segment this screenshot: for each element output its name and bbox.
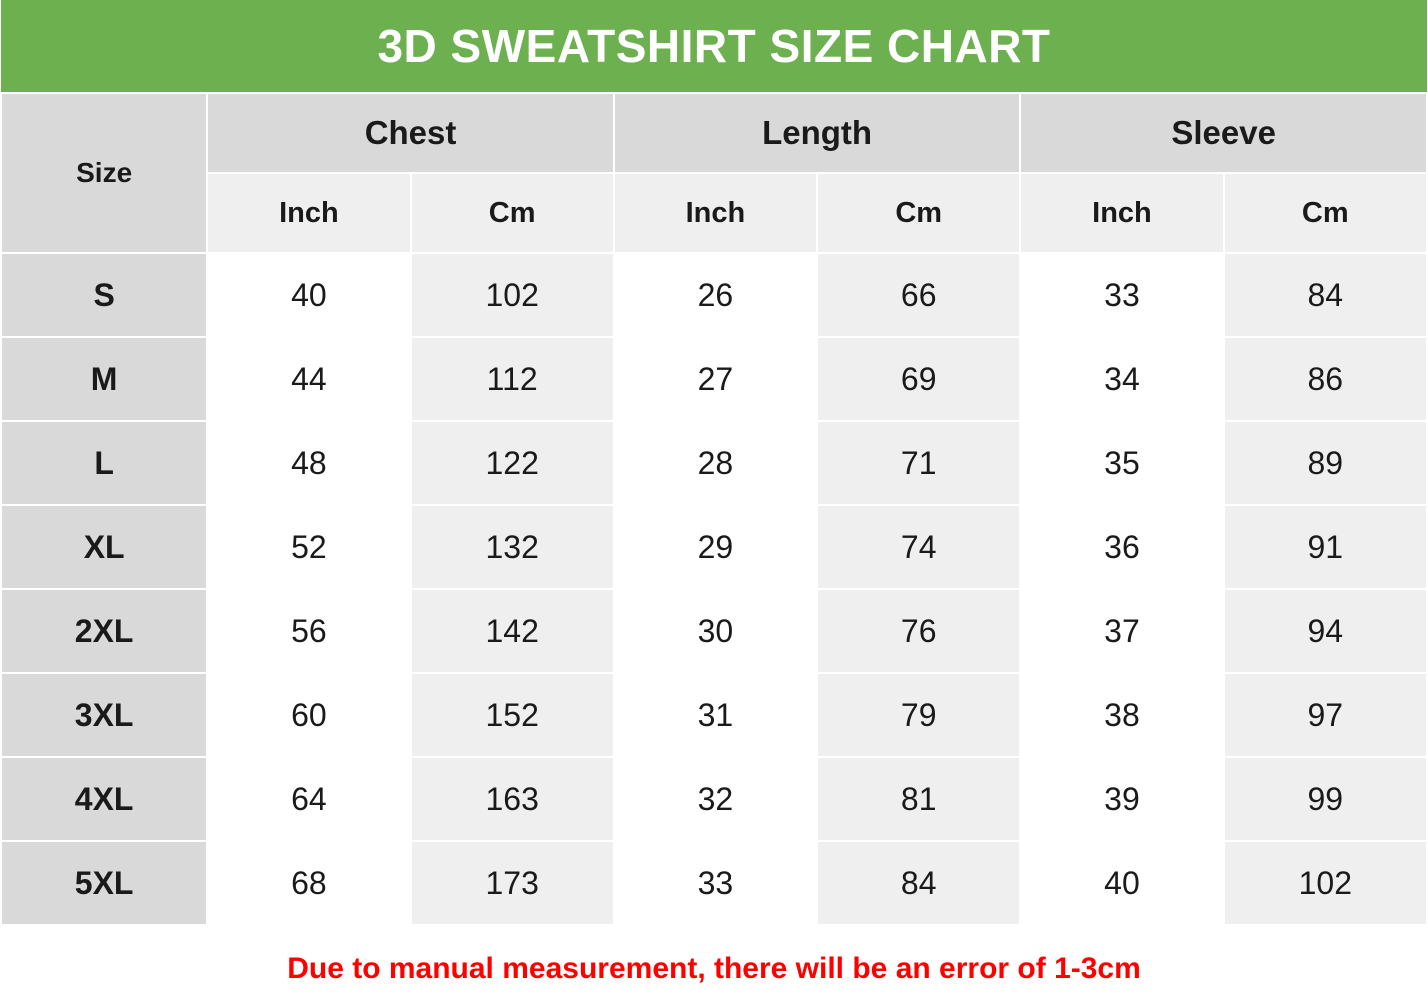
cell-s-chest-inch: 40 — [207, 253, 410, 337]
column-header-sleeve-inch: Inch — [1020, 173, 1223, 253]
cell-5xl-length-cm: 84 — [817, 841, 1020, 925]
cell-m-chest-inch: 44 — [207, 337, 410, 421]
measurement-note: Due to manual measurement, there will be an error of 1-3cm — [1, 925, 1427, 1000]
cell-4xl-chest-cm: 163 — [411, 757, 614, 841]
cell-s-length-cm: 66 — [817, 253, 1020, 337]
cell-3xl-length-cm: 79 — [817, 673, 1020, 757]
column-header-chest-inch: Inch — [207, 173, 410, 253]
table-note-row — [1, 925, 1427, 1000]
column-header-length-cm: Cm — [817, 173, 1020, 253]
cell-3xl-sleeve-cm: 97 — [1224, 673, 1427, 757]
cell-3xl-chest-cm: 152 — [411, 673, 614, 757]
cell-5xl-length-inch: 33 — [614, 841, 817, 925]
cell-m-sleeve-cm: 86 — [1224, 337, 1427, 421]
cell-4xl-length-cm: 81 — [817, 757, 1020, 841]
cell-4xl-sleeve-inch: 39 — [1020, 757, 1223, 841]
cell-4xl-chest-inch: 64 — [207, 757, 410, 841]
table-row — [1, 673, 1427, 757]
cell-4xl-length-inch: 32 — [614, 757, 817, 841]
cell-5xl-chest-inch: 68 — [207, 841, 410, 925]
cell-5xl-chest-cm: 173 — [411, 841, 614, 925]
column-group-sleeve: Sleeve — [1020, 93, 1427, 173]
cell-l-sleeve-inch: 35 — [1020, 421, 1223, 505]
row-label-l: L — [1, 421, 207, 505]
column-group-chest: Chest — [207, 93, 614, 173]
cell-xl-chest-inch: 52 — [207, 505, 410, 589]
cell-2xl-length-cm: 76 — [817, 589, 1020, 673]
cell-s-sleeve-inch: 33 — [1020, 253, 1223, 337]
cell-l-length-inch: 28 — [614, 421, 817, 505]
row-label-3xl: 3XL — [1, 673, 207, 757]
cell-2xl-sleeve-inch: 37 — [1020, 589, 1223, 673]
table-row — [1, 505, 1427, 589]
row-label-5xl: 5XL — [1, 841, 207, 925]
cell-m-sleeve-inch: 34 — [1020, 337, 1223, 421]
cell-5xl-sleeve-inch: 40 — [1020, 841, 1223, 925]
cell-xl-sleeve-cm: 91 — [1224, 505, 1427, 589]
cell-s-sleeve-cm: 84 — [1224, 253, 1427, 337]
column-header-length-inch: Inch — [614, 173, 817, 253]
table-row — [1, 421, 1427, 505]
cell-2xl-chest-inch: 56 — [207, 589, 410, 673]
row-label-s: S — [1, 253, 207, 337]
cell-l-sleeve-cm: 89 — [1224, 421, 1427, 505]
table-title-row — [1, 0, 1427, 93]
cell-m-length-cm: 69 — [817, 337, 1020, 421]
cell-5xl-sleeve-cm: 102 — [1224, 841, 1427, 925]
table-row — [1, 253, 1427, 337]
row-label-2xl: 2XL — [1, 589, 207, 673]
column-group-length: Length — [614, 93, 1021, 173]
cell-m-chest-cm: 112 — [411, 337, 614, 421]
table-row — [1, 841, 1427, 925]
cell-3xl-length-inch: 31 — [614, 673, 817, 757]
cell-s-chest-cm: 102 — [411, 253, 614, 337]
page-title: 3D SWEATSHIRT SIZE CHART — [1, 0, 1427, 93]
cell-2xl-length-inch: 30 — [614, 589, 817, 673]
cell-l-chest-cm: 122 — [411, 421, 614, 505]
column-header-sleeve-cm: Cm — [1224, 173, 1427, 253]
cell-2xl-chest-cm: 142 — [411, 589, 614, 673]
cell-xl-length-cm: 74 — [817, 505, 1020, 589]
table-row — [1, 589, 1427, 673]
cell-xl-sleeve-inch: 36 — [1020, 505, 1223, 589]
row-label-m: M — [1, 337, 207, 421]
cell-2xl-sleeve-cm: 94 — [1224, 589, 1427, 673]
cell-xl-chest-cm: 132 — [411, 505, 614, 589]
cell-3xl-sleeve-inch: 38 — [1020, 673, 1223, 757]
cell-s-length-inch: 26 — [614, 253, 817, 337]
row-label-4xl: 4XL — [1, 757, 207, 841]
cell-l-length-cm: 71 — [817, 421, 1020, 505]
row-label-xl: XL — [1, 505, 207, 589]
cell-m-length-inch: 27 — [614, 337, 817, 421]
table-row — [1, 757, 1427, 841]
column-header-size: Size — [1, 93, 207, 253]
table-row — [1, 337, 1427, 421]
column-header-chest-cm: Cm — [411, 173, 614, 253]
cell-4xl-sleeve-cm: 99 — [1224, 757, 1427, 841]
cell-3xl-chest-inch: 60 — [207, 673, 410, 757]
cell-l-chest-inch: 48 — [207, 421, 410, 505]
table-header-group-row — [1, 93, 1427, 173]
table-header-unit-row — [1, 173, 1427, 253]
cell-xl-length-inch: 29 — [614, 505, 817, 589]
